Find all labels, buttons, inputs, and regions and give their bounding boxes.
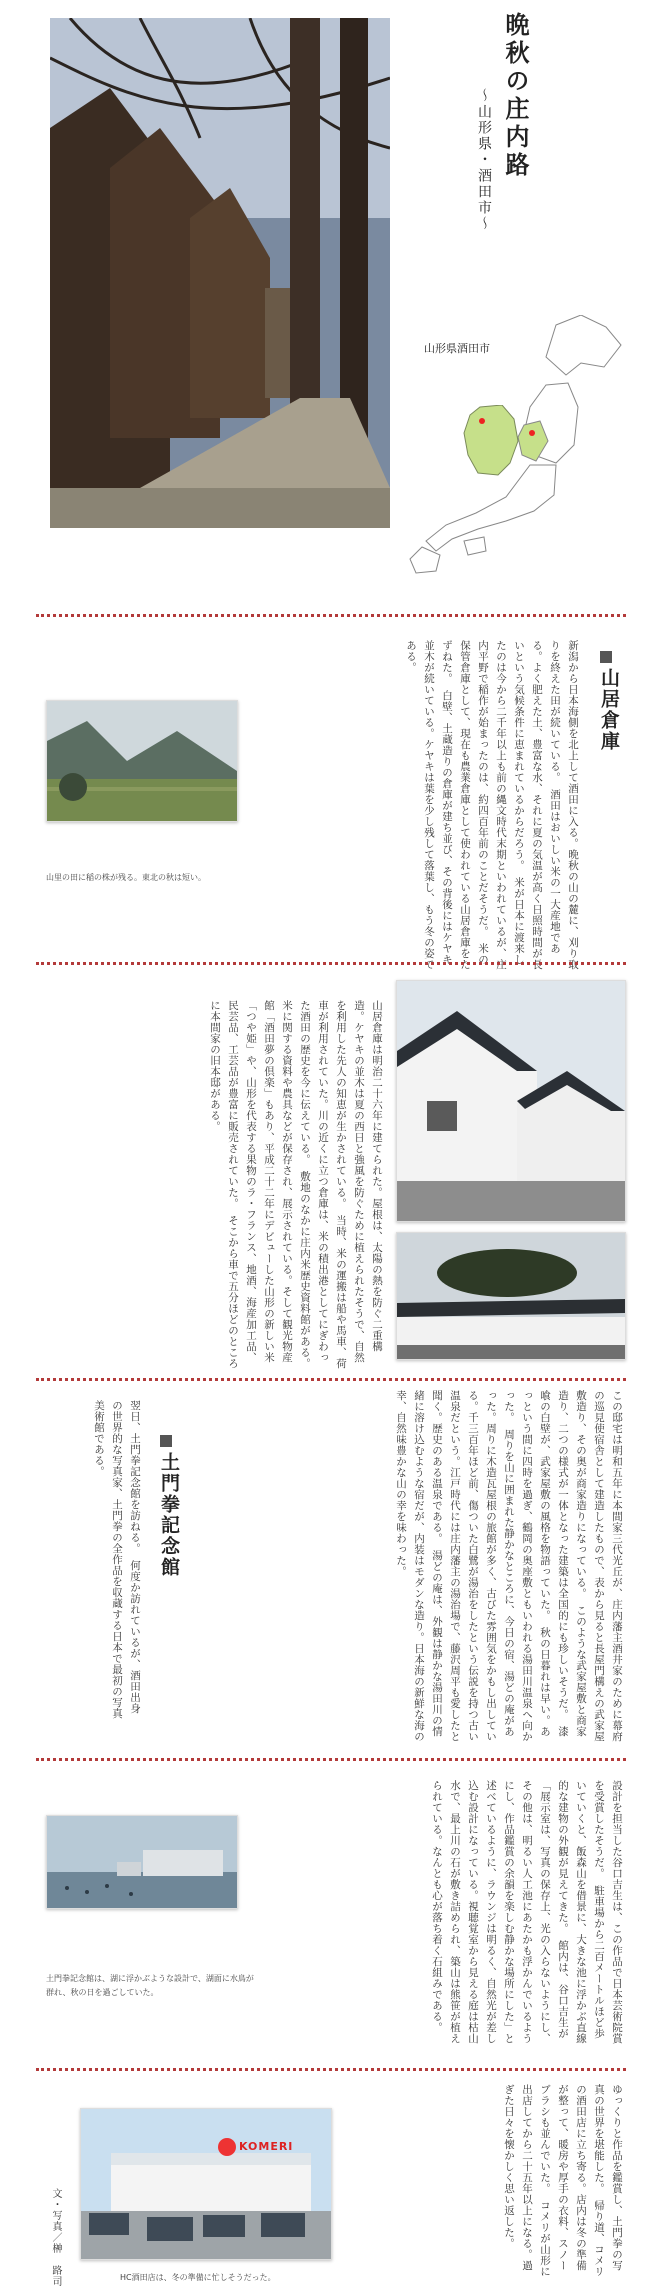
author-credit: 文・写真／榊 路司	[50, 2188, 61, 2287]
section-divider	[36, 962, 626, 965]
section-divider	[36, 1378, 626, 1381]
section1-caption: 山里の田に稲の株が残る。東北の秋は短い。	[46, 873, 206, 882]
section1-body: 新潟から日本海側を北上して酒田に入る。晩秋の山の麓に、刈り取りを終えた田が続いている。 酒田はおいしい米の一大産地である。よく肥えた土、豊富な水、それに夏の気温が高く日照時間が長いという気候条件に恵まれているからだろう。 米が日本に渡来したのは今から二千年以上も前の縄文時代末期といわれているが、庄内平野で稲作が始まったのは、約四百年前のことだそうだ。 米の保管倉庫として、現在も農業倉庫として使われている山居倉庫をたずねた。 白壁、土蔵造りの倉庫が建ち並び、その背後にはケヤキ並木が続いている。ケヤキは葉を少し残して落葉し、もう冬の姿である。	[405, 640, 579, 970]
section6-caption: HC酒田店は、冬の準備に忙しそうだった。	[120, 2273, 276, 2282]
rice-field-photo	[46, 700, 238, 822]
section5-caption: 土門拳記念館は、湖に浮かぶような設計で、湖面に水鳥が群れ、秋の日を過ごしていた。	[46, 1974, 254, 1997]
section2-body: 山居倉庫は明治二十六年に建てられた。屋根は、太陽の熱を防ぐ二重構造。ケヤキの並木は夏の西日と強風を防ぐために植えられたそうで、自然を利用した先人の知恵が生かされている。 当時、米の運搬は船や馬車、荷車が利用されていた。川の近くに立つ倉庫は、米の積出港としてにぎわった酒田の歴史を今に伝えている。 敷地のなかに庄内米歴史資料館がある。米に関する資料や農具などが保存され、展示されている。そして観光物産館「酒田夢の倶楽」もあり、平成二十二年にデビューした山形の新しい米「つや姫」や、山形を代表する果物のラ・フランス、地酒、海産加工品、民芸品、工芸品が豊富に販売されていた。 そこから車で五分ほどのところに本間家の旧本邸がある。	[209, 1000, 383, 1369]
section-divider	[36, 614, 626, 617]
warehouse-lane-photo	[50, 18, 390, 528]
yamagata-enlarged-map	[462, 405, 522, 477]
section4-heading-square	[160, 1432, 172, 1451]
japan-map	[406, 315, 646, 577]
section4-body: 翌日、土門拳記念館を訪ねる。 何度か訪れているが、酒田出身の世界的な写真家、土門拳の全作品を収蔵する日本で最初の写真美術館である。	[93, 1400, 141, 1719]
domon-ken-museum-photo	[46, 1815, 238, 1909]
section3-body: この邸宅は明和五年に本間家三代光丘が、庄内藩主酒井家のために幕府の巡見使宿舎として建造したもので、表から見ると長屋門構えの武家屋敷造り、その奥が商家造りになっている。 このような武家屋敷と商家造り、二つの様式が一体となった建築は全国的にも珍しいそうだ。 漆喰の白壁が、武家屋敷の風格を物語っていた。 秋の日暮れは早い。あっという間に四時を過ぎ、鶴岡の奥座敷ともいわれる湯田川温泉へ向かった。 周りを山に囲まれた静かなところに、今日の宿、湯どの庵があった。周りに木造瓦屋根の旅館が多く、古びた雰囲気をかもし出している。千三百年ほど前、傷ついた白鷺が湯治をしたという伝説を持つ古い温泉だという。江戸時代には庄内藩主の湯治場で、藤沢周平も愛したと聞く。歴史のある温泉である。 湯どの庵は、外観は静かな湯田川の情緒に溶け込むような宿だが、内装はモダンな造り。日本海の新鮮な海の幸、自然味豊かな山の幸を味わった。	[395, 1390, 623, 1742]
map-label: 山形県酒田市	[424, 342, 490, 355]
section4-heading: 土門拳記念館	[158, 1452, 180, 1578]
section-divider	[36, 1758, 626, 1761]
section-divider	[36, 2068, 626, 2071]
page-subtitle: 〜山形県・酒田市〜	[476, 88, 492, 232]
komeri-store-photo	[80, 2108, 332, 2260]
section5-body: 設計を担当した谷口吉生は、この作品で日本芸術院賞を受賞したそうだ。 駐車場から二百メートルほど歩いていくと、飯森山を借景に、大きな池に浮かぶ直線的な建物の外観が見えてきた。 館内は、谷口吉生が「展示室は、写真の保存上、光の入らないようにし、その他は、明るい人工池にあたかも浮かんでいるようにし、作品鑑賞の余韻を楽しむ静かな場所にした」と述べているように、ラウンジは明るく、自然光が差し込む設計になっている。視聴覚室から見える庭は枯山水で、最上川の石が敷き詰められ、築山は熊笹が植えられている。なんとも心が落ち着く石組みである。	[431, 1780, 623, 2044]
section6-body: ゆっくりと作品を鑑賞し、土門拳の写真の世界を堪能した。 帰り道、コメリの酒田店に立ち寄る。店内は冬の準備が整って、暖房や厚手の衣料、スノーブラシも並んでいた。 コメリが山形に出店してから二十五年以上になる。過ぎた日々を懐かしく思い返した。	[503, 2084, 623, 2277]
page-title: 晩秋の庄内路	[501, 12, 530, 180]
warehouse-roofs-photo	[396, 980, 626, 1222]
section1-heading: 山居倉庫	[598, 668, 620, 752]
store-sign: KOMERI	[239, 2140, 294, 2153]
section1-heading-square	[600, 648, 612, 667]
honma-residence-photo	[396, 1232, 626, 1360]
